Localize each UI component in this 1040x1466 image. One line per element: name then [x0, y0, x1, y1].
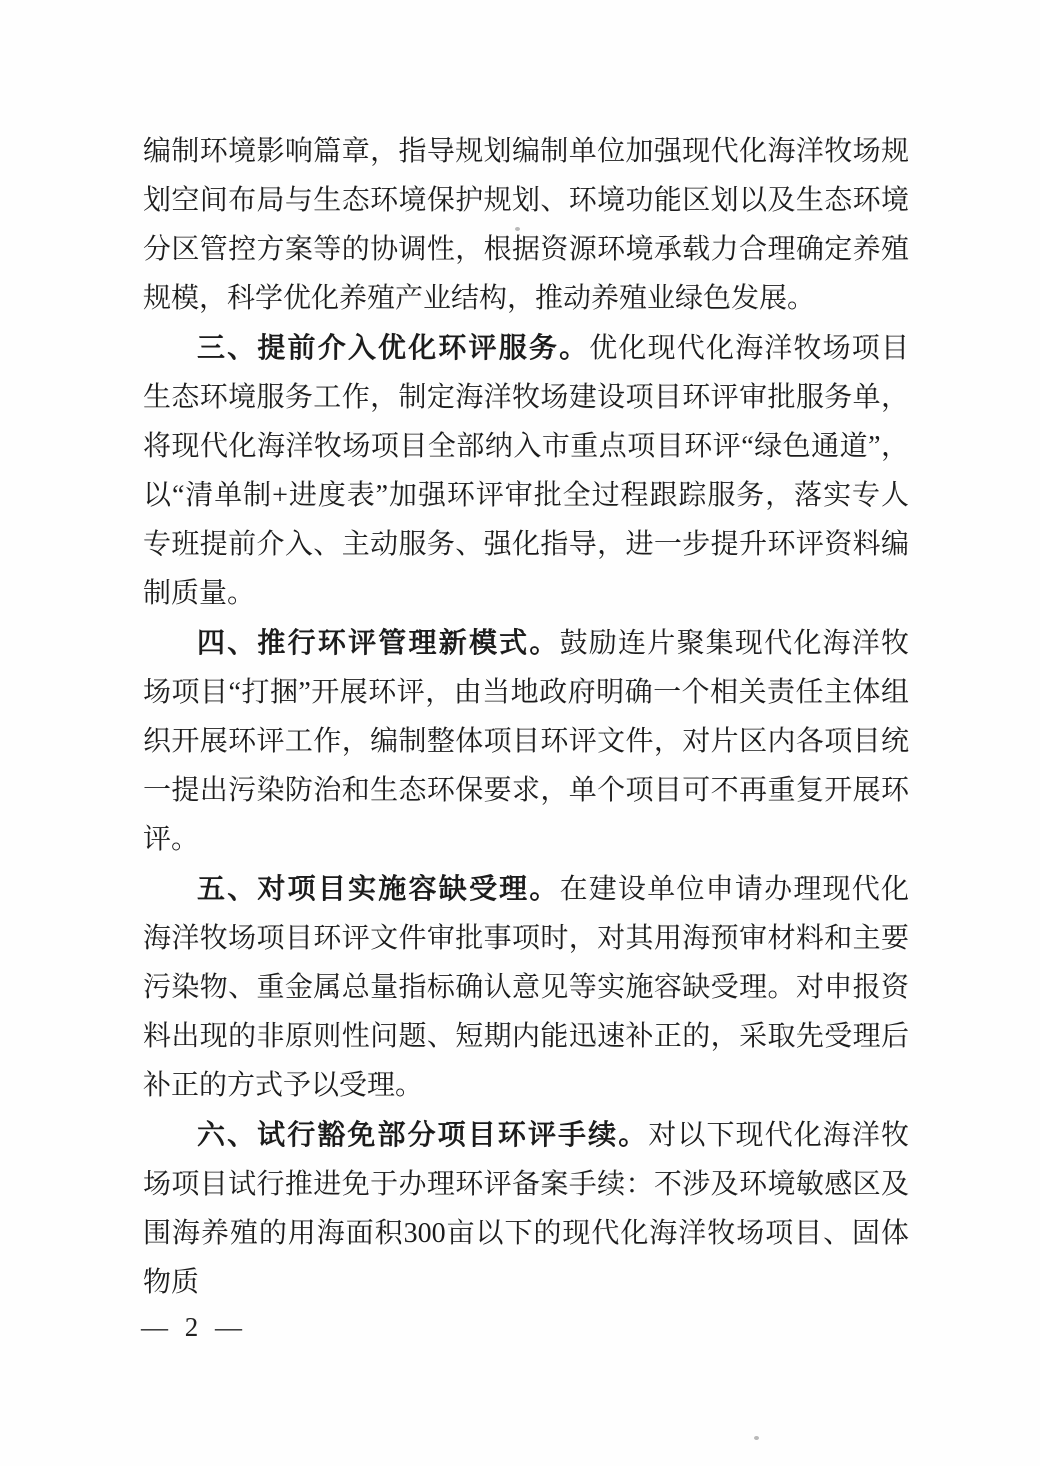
body-text: 优化现代化海洋牧场项目生态环境服务工作，制定海洋牧场建设项目环评审批服务单，将现代化海洋牧场项目全部纳入市重点项目环评“绿色通道”，以“清单制+进度表”加强环评审批全过程跟踪服务，落实专人专班提前介入、主动服务、强化指导，进一步提升环评资料编制质量。 — [143, 333, 909, 609]
paragraph — [143, 1110, 909, 1307]
paragraph — [143, 618, 909, 864]
paragraph — [143, 864, 909, 1110]
section-heading: 三、提前介入优化环评服务。 — [197, 332, 590, 363]
document-body — [143, 127, 909, 1307]
body-text: 在建设单位申请办理现代化海洋牧场项目环评文件审批事项时，对其用海预审材料和主要污染物、重金属总量指标确认意见等实施容缺受理。对申报资料出现的非原则性问题、短期内能迅速补正的，采取先受理后补正的方式予以受理。 — [143, 874, 909, 1101]
scan-speckle — [515, 227, 520, 231]
section-heading: 四、推行环评管理新模式。 — [197, 627, 560, 658]
scan-speckle — [754, 1436, 759, 1440]
body-text: 编制环境影响篇章，指导规划编制单位加强现代化海洋牧场规划空间布局与生态环境保护规划、环境功能区划以及生态环境分区管控方案等的协调性，根据资源环境承载力合理确定养殖规模，科学优化养殖产业结构，推动养殖业绿色发展。 — [143, 136, 909, 314]
paragraph — [143, 323, 909, 618]
body-text: 对以下现代化海洋牧场项目试行推进免于办理环评备案手续：不涉及环境敏感区及围海养殖的用海面积300亩以下的现代化海洋牧场项目、固体物质 — [143, 1120, 909, 1298]
section-heading: 六、试行豁免部分项目环评手续。 — [197, 1119, 649, 1150]
section-heading: 五、对项目实施容缺受理。 — [197, 873, 560, 904]
page-number: — 2 — — [141, 1312, 247, 1342]
paragraph — [143, 127, 909, 323]
body-text: 鼓励连片聚集现代化海洋牧场项目“打捆”开展环评，由当地政府明确一个相关责任主体组织开展环评工作，编制整体项目环评文件，对片区内各项目统一提出污染防治和生态环保要求，单个项目可不再重复开展环评。 — [143, 628, 909, 855]
